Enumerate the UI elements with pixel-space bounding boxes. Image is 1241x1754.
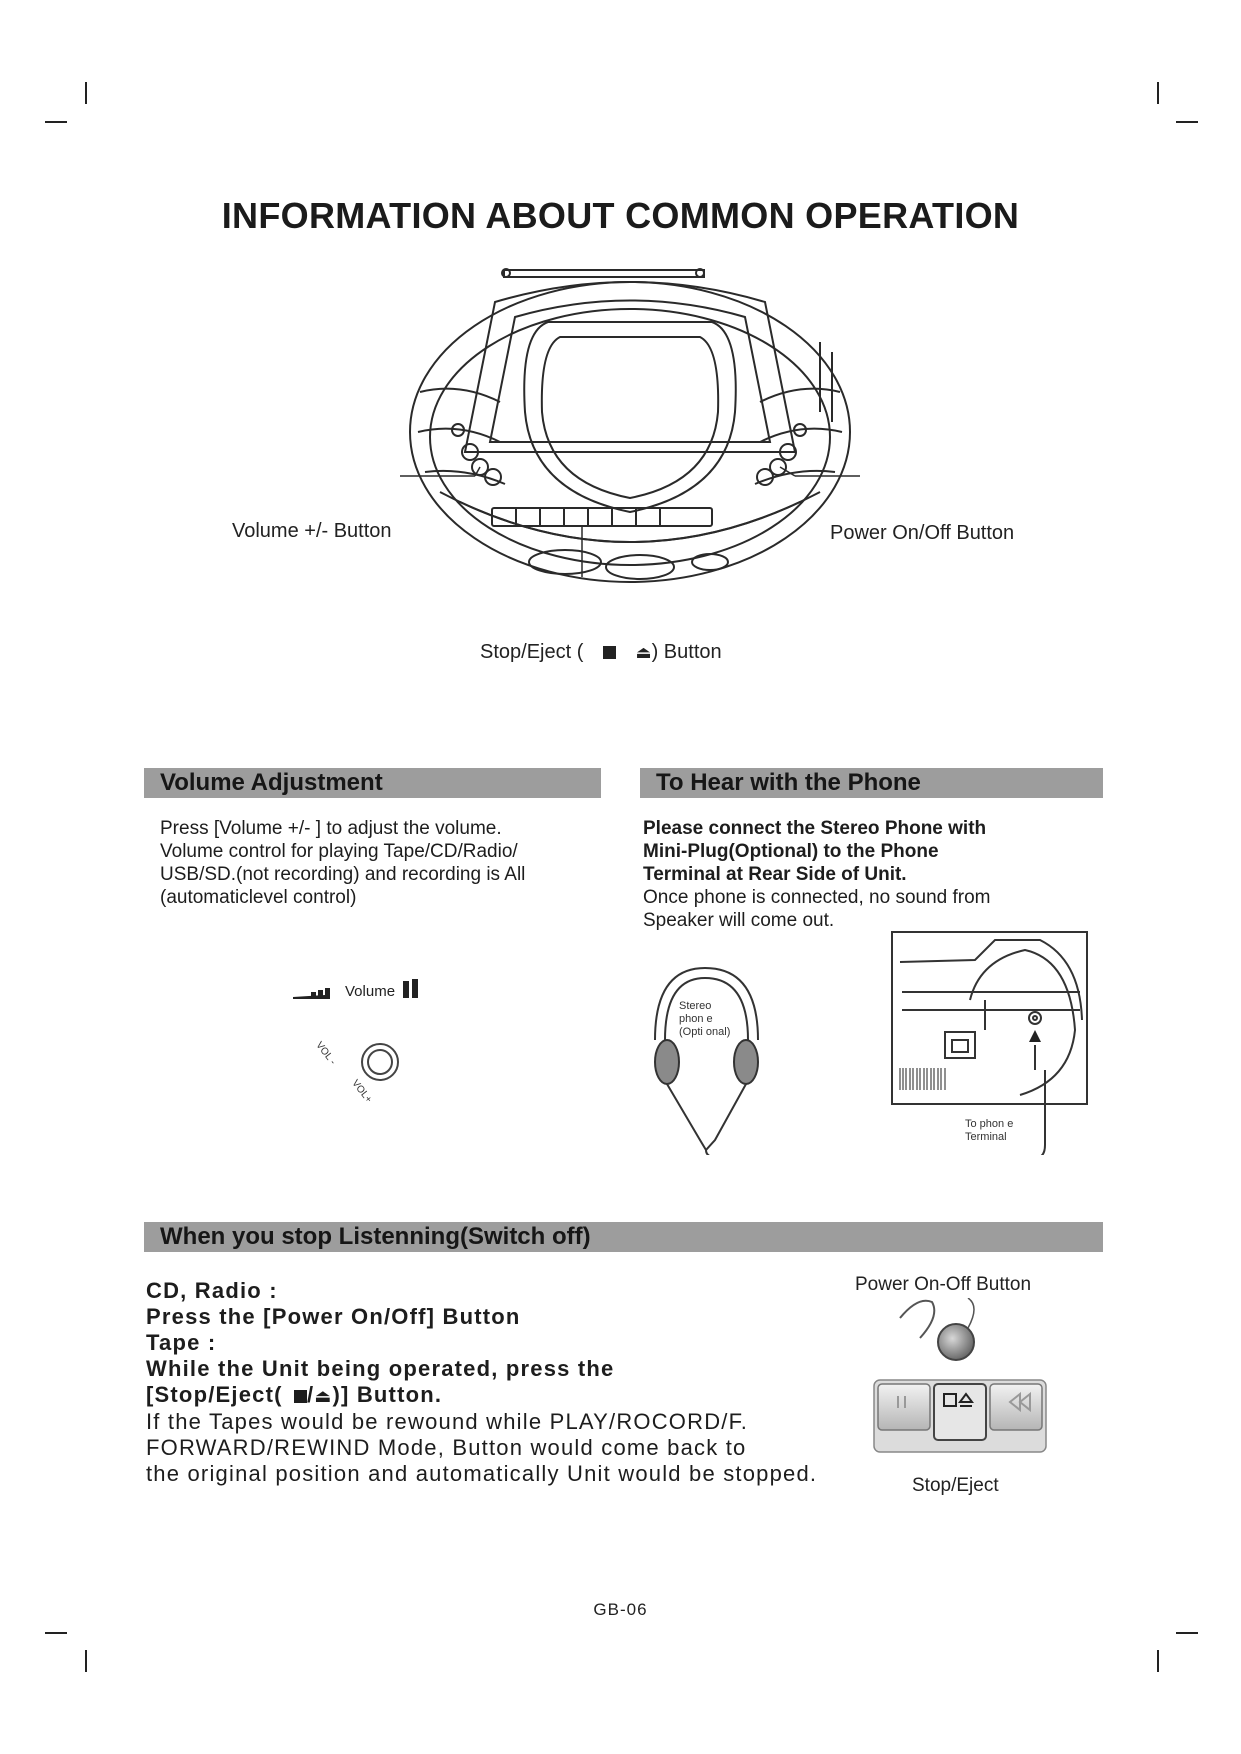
phone-line: Once phone is connected, no sound from <box>643 887 991 908</box>
stop-line: FORWARD/REWIND Mode, Button would come back to <box>146 1435 747 1460</box>
stop-line: If the Tapes would be rewound while PLAY/ROCORD/F. <box>146 1409 749 1434</box>
volume-line: USB/SD.(not recording) and recording is All <box>160 864 526 885</box>
stop-eject-label: Stop/Eject <box>912 1475 999 1496</box>
page-title: INFORMATION ABOUT COMMON OPERATION <box>221 195 1020 236</box>
phone-bold-line: Mini-Plug(Optional) to the Phone <box>643 841 939 862</box>
crop-mark-bottom-right-h <box>1176 1632 1198 1634</box>
headphone-label-line: phon e <box>679 1013 713 1025</box>
volume-line: Press [Volume +/- ] to adjust the volume. <box>160 818 502 839</box>
crop-mark-bottom-left-h <box>45 1632 67 1634</box>
headphone-label-line: (Opti onal) <box>679 1026 731 1038</box>
terminal-label <box>965 1118 1013 1144</box>
stop-square-icon <box>294 1390 307 1403</box>
volume-section-header: Volume Adjustment <box>144 768 601 798</box>
headphone-label <box>679 1000 730 1039</box>
crop-mark-top-right-v <box>1157 82 1159 104</box>
volume-section-text <box>160 817 580 909</box>
headphone-connection-illustration <box>640 930 1100 1155</box>
stop-eject-instruction: [Stop/Eject( /⏏)] Button. <box>146 1382 443 1407</box>
stop-section-text <box>146 1278 866 1487</box>
vol-plus-label: VOL+ <box>349 1078 374 1106</box>
stop-eject-prefix: [Stop/Eject( <box>146 1382 283 1407</box>
vol-minus-label: VOL - <box>313 1040 338 1068</box>
stop-bold-line: Press the [Power On/Off] Button <box>146 1304 521 1329</box>
phone-section-header: To Hear with the Phone <box>640 768 1103 798</box>
volume-button-callout: Volume +/- Button <box>232 520 392 542</box>
terminal-label-line: To phon e <box>965 1118 1014 1130</box>
stop-bold-line: Tape : <box>146 1330 217 1355</box>
crop-mark-bottom-left-v <box>85 1650 87 1672</box>
crop-mark-top-left-h <box>45 121 67 123</box>
phone-bold-line: Please connect the Stereo Phone with <box>643 818 987 839</box>
headphone-label-line: Stereo <box>679 1000 712 1012</box>
power-on-off-label: Power On-Off Button <box>855 1274 1032 1295</box>
page-number: GB-06 <box>593 1600 648 1619</box>
stop-section-header: When you stop Listenning(Switch off) <box>144 1222 1103 1252</box>
stop-bold-line: While the Unit being operated, press the <box>146 1356 615 1381</box>
volume-line: Volume control for playing Tape/CD/Radio/ <box>160 841 518 862</box>
crop-mark-top-right-h <box>1176 121 1198 123</box>
stop-eject-callout-prefix: Stop/Eject ( <box>480 641 584 663</box>
stop-square-icon <box>603 646 616 659</box>
crop-mark-bottom-right-v <box>1157 1650 1159 1672</box>
volume-line: (automaticlevel control) <box>160 887 357 908</box>
phone-bold-line: Terminal at Rear Side of Unit. <box>643 864 907 885</box>
phone-section-text <box>643 817 1093 932</box>
stop-eject-callout <box>480 641 722 664</box>
stop-eject-illustration <box>860 1298 1060 1468</box>
terminal-label-line: Terminal <box>965 1131 1007 1143</box>
stop-line: the original position and automatically Unit would be stopped. <box>146 1461 818 1486</box>
volume-knob-label: Volume <box>345 983 396 1000</box>
crop-mark-top-left-v <box>85 82 87 104</box>
boombox-illustration <box>400 262 860 632</box>
stop-eject-suffix: )] Button. <box>332 1382 443 1407</box>
eject-icon: ⏏ <box>635 643 652 662</box>
power-button-callout: Power On/Off Button <box>830 522 1015 544</box>
phone-line: Speaker will come out. <box>643 910 835 931</box>
stop-bold-line: CD, Radio : <box>146 1278 278 1303</box>
stop-eject-callout-suffix: ) Button <box>651 641 722 663</box>
eject-icon: ⏏ <box>314 1386 333 1406</box>
